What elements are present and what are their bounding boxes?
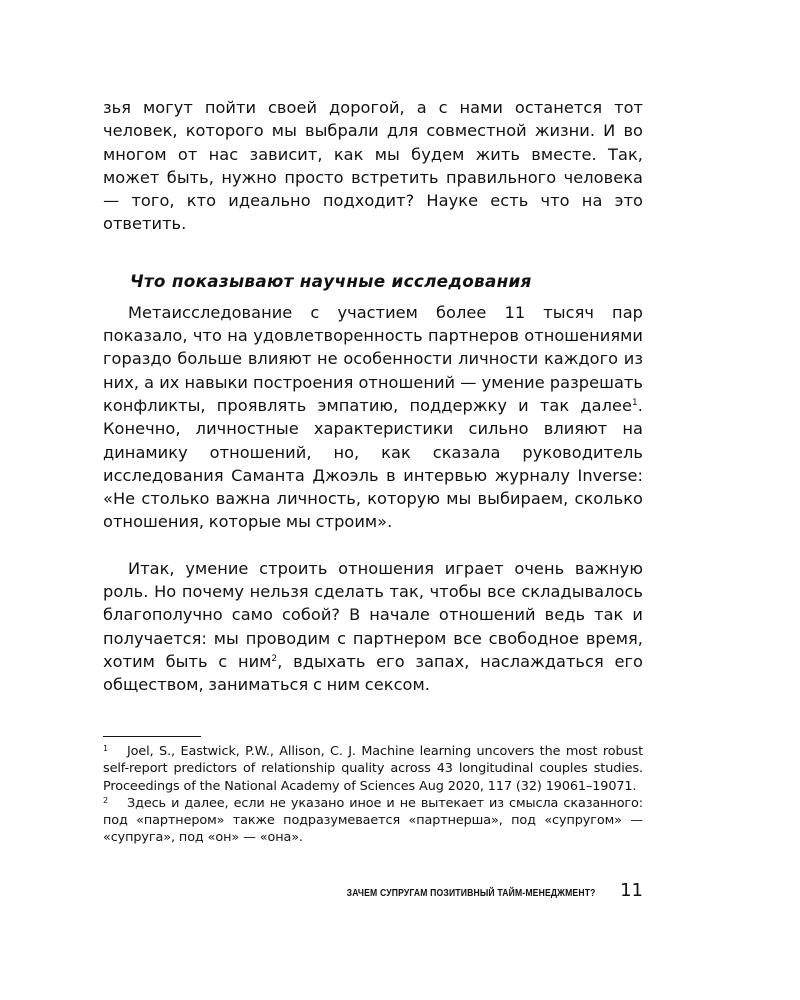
section-heading: Что показывают научные исследования <box>130 270 532 291</box>
paragraph-1-text: зья могут пойти своей дорогой, а с нами останется тот человек, которого мы выбрали для совместной жизни. И во многом от нас зависит, как мы будем жить вместе. Так, может быть, нужно просто встретить правильного человека — того, кто идеально подходит? Науке есть что на это ответить. <box>103 98 643 234</box>
footnote-text: Здесь и далее, если не указано иное и не вытекает из смысла сказанного: под «партнером» также подразумевается «партнерша», под «супругом» — «супруга», под «он» — «она». <box>103 795 643 846</box>
paragraph-3-text-a: Итак, умение строить отношения играет очень важную роль. Но почему нельзя сделать так, чтобы все складывалось благополучно само собой? В начале отношений ведь так и получается: мы проводим с партнером все свободное время, хотим быть с ним <box>103 558 643 671</box>
footnote-divider <box>103 736 201 737</box>
footnote-mark <box>103 743 127 760</box>
page-number: 11 <box>620 880 643 901</box>
paragraph-2-text-a: Метаисследование с участием более 11 тысяч пар показало, что на удовлетворенность партнеров отношениями гораздо больше влияют не особенности личности каждого из них, а их навыки построения отношений — умение разрешать конфликты, проявлять эмпатию, поддержку и так далее <box>103 302 643 415</box>
footnote-mark <box>103 795 127 812</box>
paragraph-1 <box>103 96 643 236</box>
paragraph-3-text-b: , вдыхать его запах, наслаждаться его обществом, заниматься с ним сексом. <box>103 651 643 695</box>
footnote-ref-2[interactable]: 2 <box>271 653 278 664</box>
footnote-mark-number: 1 <box>103 744 108 753</box>
footnote-mark-number: 2 <box>103 795 108 805</box>
paragraph-3 <box>103 557 643 697</box>
footnote-1 <box>103 743 643 795</box>
footnote-text: Joel, S., Eastwick, P.W., Allison, C. J. Machine learning uncovers the most robust self-report predictors of relationship quality across 43 longitudinal couples studies. Proceedings of the National Academy of Sciences Aug 2020, 117 (32) 19061–19071. <box>103 744 643 794</box>
paragraph-2-text-b: . Конечно, личностные характеристики сильно влияют на динамику отношений, но, как сказала руководитель исследования Саманта Джоэль в интервью журналу Inverse: «Не столько важна личность, которую мы выбираем, сколько отношения, которые мы строим». <box>103 395 643 532</box>
footnote-ref-1[interactable]: 1 <box>632 397 638 408</box>
footnotes <box>103 743 643 847</box>
running-head: ЗАЧЕМ СУПРУГАМ ПОЗИТИВНЫЙ ТАЙМ-МЕНЕДЖМЕНТ? <box>347 887 596 899</box>
footnote-2 <box>103 795 643 847</box>
page-body <box>103 96 643 697</box>
paragraph-2 <box>103 301 643 534</box>
